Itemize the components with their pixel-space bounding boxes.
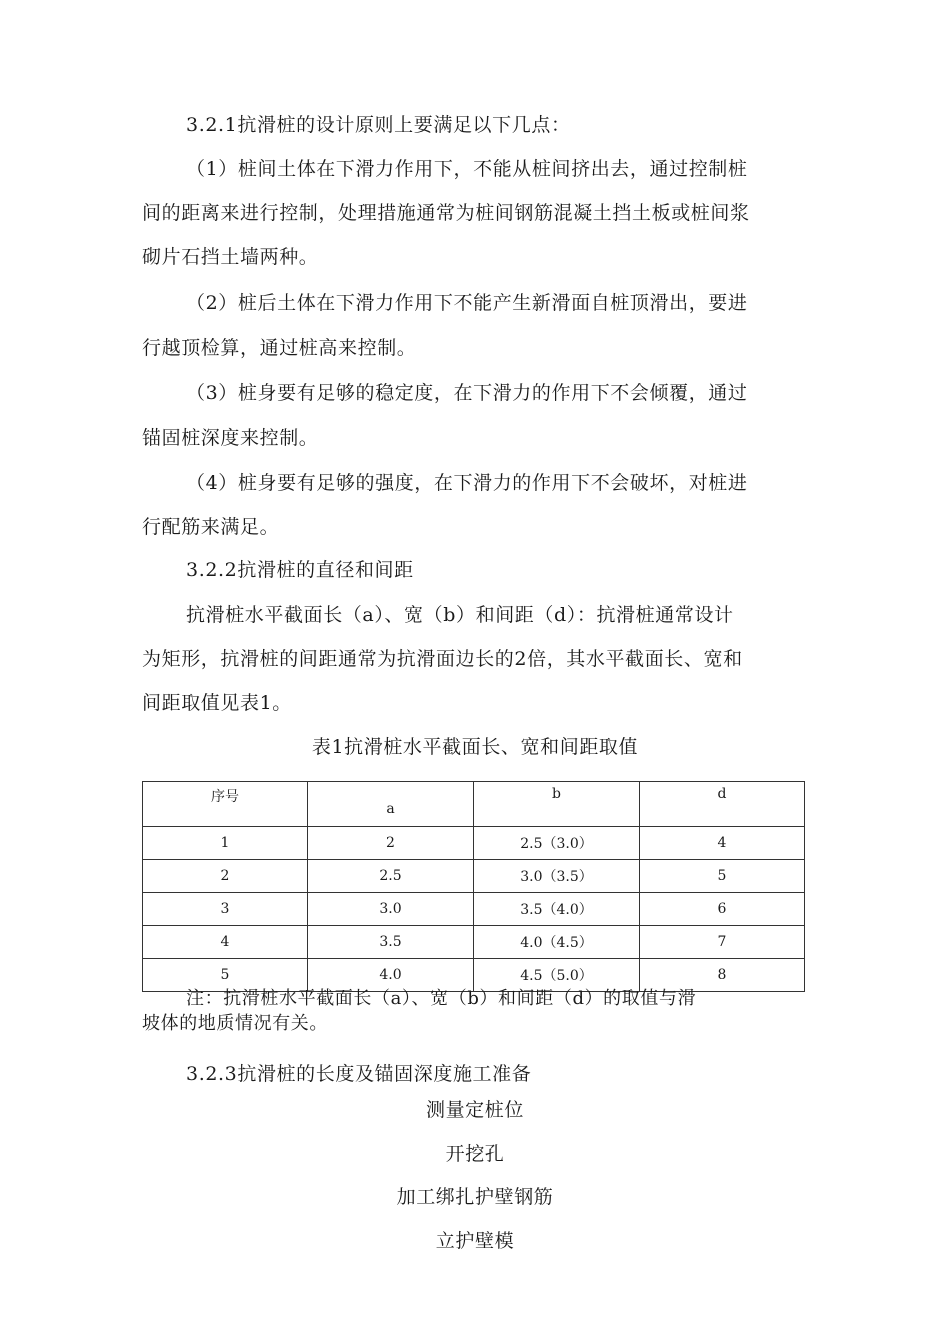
table-cell: 5 [640, 860, 805, 893]
table-cell: 2 [143, 860, 308, 893]
table-cell: 4.0（4.5） [474, 926, 640, 959]
section-3-2-1-heading: 3.2.1抗滑桩的设计原则上要满足以下几点： [186, 114, 571, 136]
table-cell: 4 [143, 926, 308, 959]
table-row [143, 926, 805, 959]
flow-step-4: 立护壁模 [435, 1230, 515, 1252]
paragraph-2-line-2: 行越顶检算，通过桩高来控制。 [142, 337, 417, 359]
table-cell: 2.5 [308, 860, 474, 893]
flow-step-1: 测量定桩位 [425, 1099, 524, 1121]
table-row [143, 827, 805, 860]
table-cell: 2.5（3.0） [474, 827, 640, 860]
table-note-line-2: 坡体的地质情况有关。 [142, 1013, 328, 1034]
table-header-cell: a [308, 782, 474, 827]
table-caption: 表1抗滑桩水平截面长、宽和间距取值 [311, 736, 639, 758]
table-header-cell: b [474, 782, 640, 827]
pile-spacing-table [142, 781, 805, 992]
table-cell: 3.0（3.5） [474, 860, 640, 893]
section-3-2-2-heading: 3.2.2抗滑桩的直径和间距 [186, 559, 414, 581]
flow-step-2: 开挖孔 [445, 1143, 505, 1165]
table-header-cell: 序号 [143, 782, 308, 827]
paragraph-4-line-1: （4）桩身要有足够的强度，在下滑力的作用下不会破坏，对桩进 [186, 472, 748, 494]
paragraph-1-line-2: 间的距离来进行控制，处理措施通常为桩间钢筋混凝土挡土板或桩间浆 [142, 202, 750, 224]
paragraph-2-line-1: （2）桩后土体在下滑力作用下不能产生新滑面自桩顶滑出，要进 [186, 292, 748, 314]
table-cell: 3.0 [308, 893, 474, 926]
table-header-cell: d [640, 782, 805, 827]
table-cell: 4.0 [308, 959, 474, 992]
paragraph-4-line-2: 行配筋来满足。 [142, 516, 280, 538]
paragraph-3-line-1: （3）桩身要有足够的稳定度，在下滑力的作用下不会倾覆，通过 [186, 382, 748, 404]
table-row [143, 959, 805, 992]
section-3-2-3-heading: 3.2.3抗滑桩的长度及锚固深度施工准备 [186, 1063, 532, 1085]
table-cell: 4.5（5.0） [474, 959, 640, 992]
paragraph-5-line-3: 间距取值见表1。 [142, 692, 292, 714]
table-cell: 3.5（4.0） [474, 893, 640, 926]
paragraph-5-line-1: 抗滑桩水平截面长（a）、宽（b）和间距（d）：抗滑桩通常设计 [186, 604, 734, 626]
table-cell: 6 [640, 893, 805, 926]
table-header-row [143, 782, 805, 827]
table-cell: 1 [143, 827, 308, 860]
paragraph-1-line-1: （1）桩间土体在下滑力作用下，不能从桩间挤出去，通过控制桩 [186, 158, 748, 180]
table-cell: 2 [308, 827, 474, 860]
table-row [143, 893, 805, 926]
table-cell: 3.5 [308, 926, 474, 959]
table-cell: 3 [143, 893, 308, 926]
flow-step-3: 加工绑扎护壁钢筋 [396, 1186, 554, 1208]
paragraph-1-line-3: 砌片石挡土墙两种。 [142, 246, 319, 268]
table-cell: 5 [143, 959, 308, 992]
table-cell: 7 [640, 926, 805, 959]
table-cell: 4 [640, 827, 805, 860]
paragraph-3-line-2: 锚固桩深度来控制。 [142, 427, 319, 449]
table-row [143, 860, 805, 893]
table-cell: 8 [640, 959, 805, 992]
paragraph-5-line-2: 为矩形，抗滑桩的间距通常为抗滑面边长的2倍，其水平截面长、宽和 [142, 648, 743, 670]
table-note-line-1: 注：抗滑桩水平截面长（a）、宽（b）和间距（d）的取值与滑 [186, 988, 697, 1009]
